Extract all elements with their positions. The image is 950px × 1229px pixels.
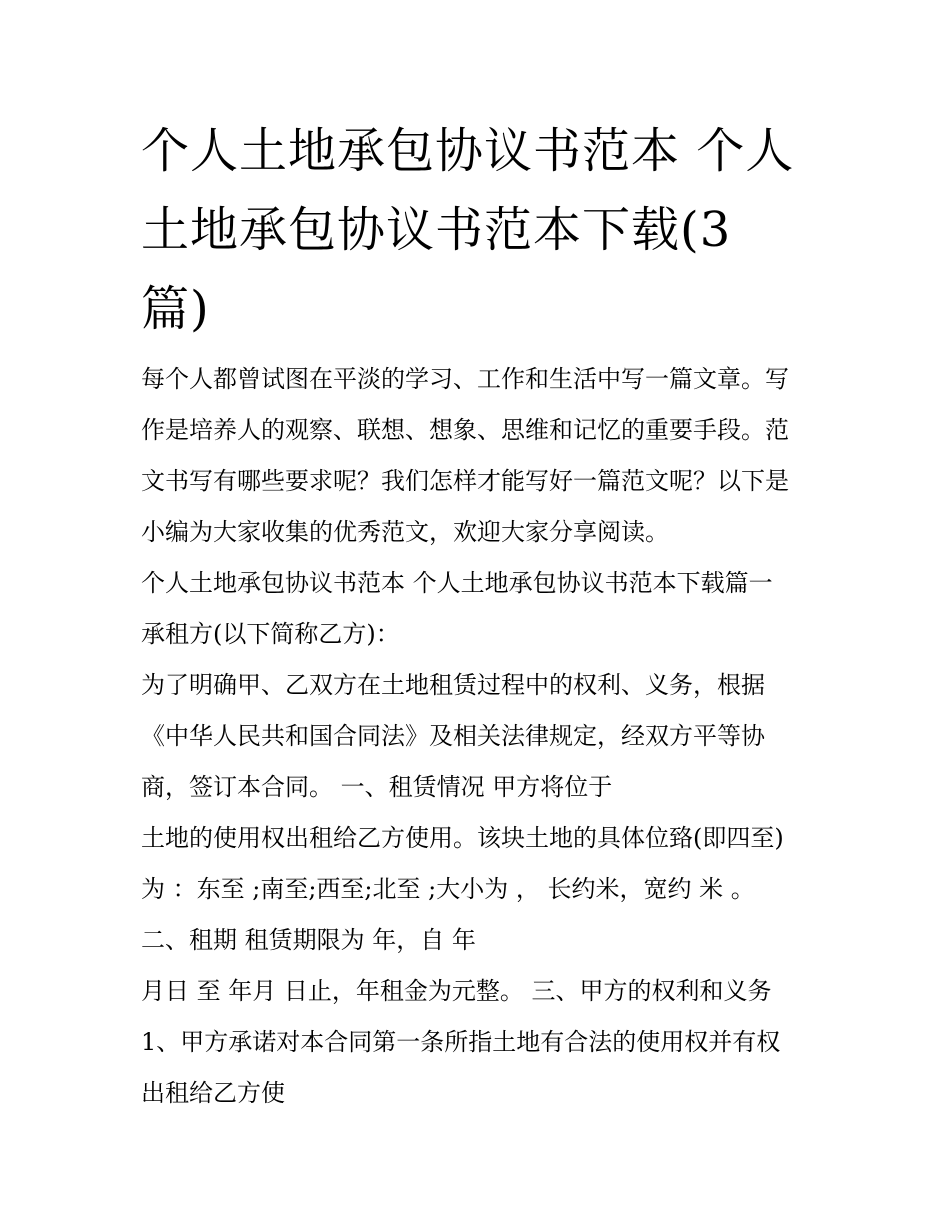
title-line: 个人土地承包协议书范本 个人 — [141, 123, 795, 179]
body-line: 二、租期 租赁期限为 年，自 年 — [141, 926, 476, 954]
document-title — [141, 112, 831, 349]
title-line: 篇) — [141, 281, 210, 337]
title-line: 土地承包协议书范本下载(3 — [141, 202, 732, 258]
body-line: 文书写有哪些要求呢？我们怎样才能写好一篇范文呢？以下是 — [141, 467, 789, 495]
body-line: 1、甲方承诺对本合同第一条所指土地有合法的使用权并有权 — [141, 1028, 781, 1056]
body-line: 为 ：东至 ;南至;西至;北至 ;大小为 ， 长约米，宽约 米 。 — [141, 875, 755, 903]
body-line: 月日 至 年月 日止，年租金为元整。 三、甲方的权利和义务 — [141, 977, 772, 1005]
body-line: 小编为大家收集的优秀范文，欢迎大家分享阅读。 — [141, 518, 669, 546]
body-line: 出租给乙方使 — [141, 1079, 285, 1107]
body-line: 《中华人民共和国合同法》及相关法律规定，经双方平等协 — [141, 722, 765, 750]
body-line: 商，签订本合同。 一、租赁情况 甲方将位于 — [141, 773, 613, 801]
body-line: 作是培养人的观察、联想、想象、思维和记忆的重要手段。范 — [141, 416, 789, 444]
body-line: 为了明确甲、乙双方在土地租赁过程中的权利、义务，根据 — [141, 671, 765, 699]
body-line: 承租方(以下简称乙方)： — [141, 620, 400, 648]
body-line: 个人土地承包协议书范本 个人土地承包协议书范本下载篇一 — [141, 569, 773, 597]
document-body — [141, 354, 821, 1119]
body-line: 每个人都曾试图在平淡的学习、工作和生活中写一篇文章。写 — [141, 365, 789, 393]
body-line: 土地的使用权出租给乙方使用。该块土地的具体位臵(即四至) — [141, 824, 784, 852]
